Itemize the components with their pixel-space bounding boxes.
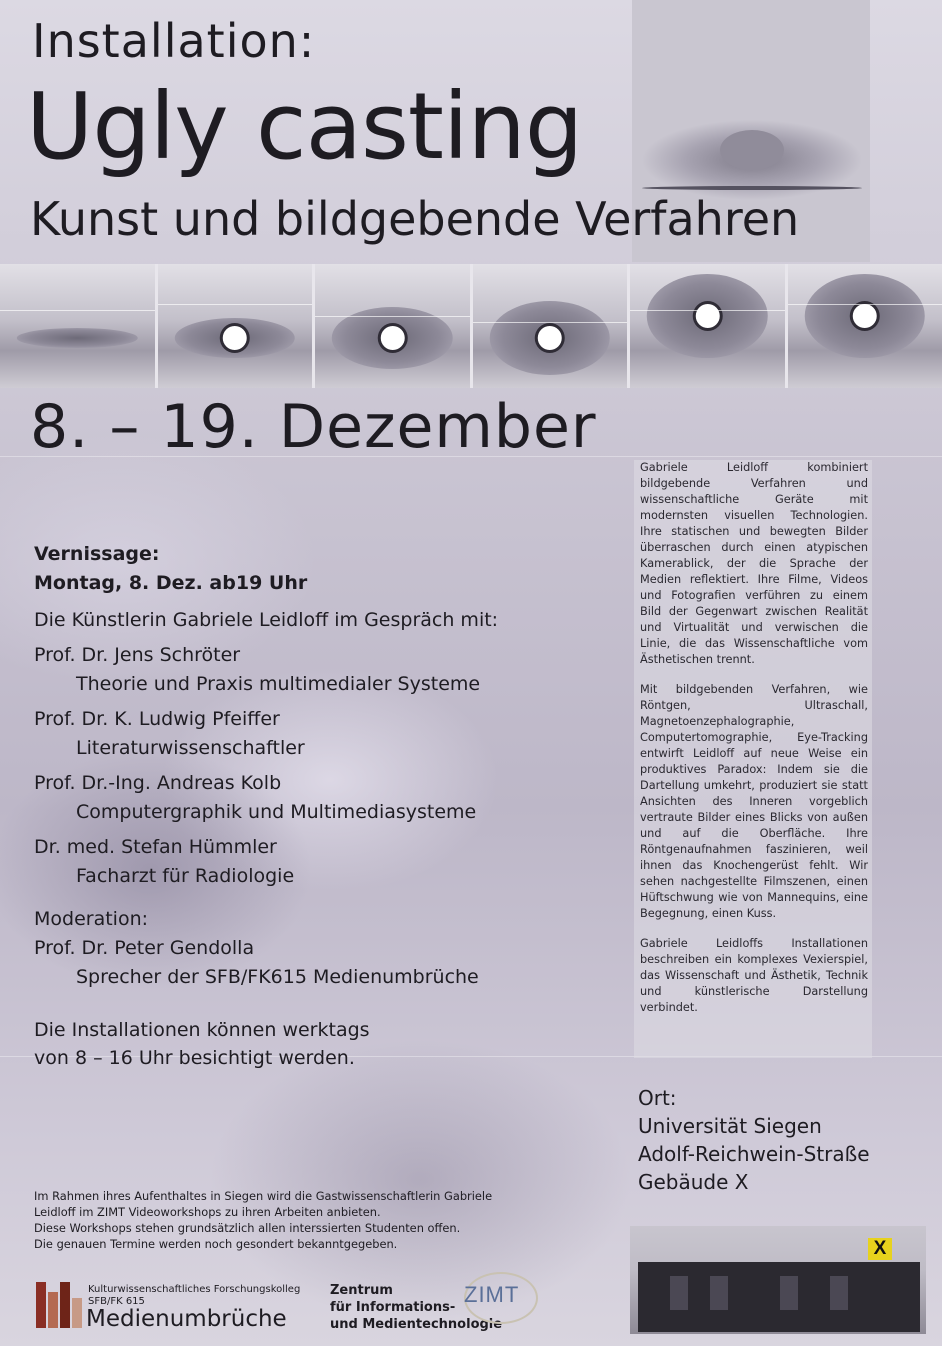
- zimt-logo: [456, 1272, 538, 1320]
- eye-iris: [720, 130, 784, 170]
- building-window: [830, 1276, 848, 1310]
- sfb-logo-caption: [88, 1284, 300, 1308]
- building-window: [670, 1276, 688, 1310]
- moderator-name: Prof. Dr. Peter Gendolla: [34, 937, 255, 959]
- scan-line: [158, 304, 313, 305]
- panel-intro: Die Künstlerin Gabriele Leidloff im Gespräch mit:: [34, 609, 499, 631]
- workshop-line: Die genauen Termine werden noch gesondert bekanntgegeben.: [34, 1237, 398, 1251]
- building-sign: X: [868, 1238, 892, 1260]
- logo-bar: [36, 1282, 46, 1328]
- eye-pupil: [223, 326, 247, 350]
- building-window: [780, 1276, 798, 1310]
- speaker-role: Literaturwissenschaftler: [76, 737, 305, 759]
- eye-frame: [630, 264, 785, 388]
- eye-pupil: [380, 326, 404, 350]
- location-line: Universität Siegen: [638, 1114, 822, 1138]
- sfb-caption-line: Kulturwissenschaftliches Forschungskolleg: [88, 1284, 301, 1295]
- eye-pupil: [853, 304, 877, 328]
- workshop-note: [34, 1188, 594, 1252]
- scan-line: [788, 304, 942, 305]
- location-line: Adolf-Reichwein-Straße: [638, 1142, 870, 1166]
- zimt-line: und Medientechnologie: [330, 1317, 503, 1332]
- sfb-logo-name: Medienumbrüche: [86, 1306, 287, 1332]
- opening-hours: [34, 1016, 370, 1072]
- zimt-line: für Informations-: [330, 1300, 456, 1315]
- workshop-line: Leidloff im ZIMT Videoworkshops zu ihren Arbeiten anbieten.: [34, 1205, 381, 1219]
- eye-frame: [315, 264, 470, 388]
- scan-line: [0, 310, 155, 311]
- zimt-line: Zentrum: [330, 1283, 393, 1298]
- header-kicker: Installation:: [32, 14, 316, 68]
- description-paragraph: Gabriele Leidloffs Installationen beschreiben ein komplexes Vexierspiel, das Wissenschaft und Ästhetik, Technik und künstlerische Darstellung verbindet.: [640, 937, 868, 1014]
- scan-line: [630, 310, 785, 311]
- eye-frame: [473, 264, 628, 388]
- eye-pupil: [695, 304, 719, 328]
- building-photo: [630, 1226, 926, 1334]
- description-paragraph: Mit bildgebenden Verfahren, wie Röntgen, Ultraschall, Magnetoenzephalographie, Computertomographie, Eye-Tracking entwirft Leidloff auf neue Weise ein produktives Paradox: Indem sie die Dartellung umkehrt, produziert sie statt Ansichten des Inneren vorgeblich vertraute Bilder eines Blicks von außen und auf die Oberfläche. Ihre Röntgenaufnahmen faszinieren, weil ihnen das Knochengerüst fehlt. Wir sehen nachgestellte Filmszenen, einen Hüftschwung wie von Mannequins, eine Begegnung, einen Kuss.: [640, 683, 868, 920]
- eye-shape: [17, 328, 138, 348]
- sfb-caption-line: SFB/FK 615: [88, 1296, 145, 1307]
- location-line: Gebäude X: [638, 1170, 749, 1194]
- eye-pupil: [538, 326, 562, 350]
- vernissage-block: [34, 540, 307, 598]
- vernissage-time: Montag, 8. Dez. ab19 Uhr: [34, 572, 308, 594]
- speaker-role: Computergraphik und Multimediasysteme: [76, 801, 477, 823]
- speaker-name: Prof. Dr. Jens Schröter: [34, 644, 241, 666]
- opening-hours-line: Die Installationen können werktags: [34, 1019, 370, 1041]
- scan-line: [315, 316, 470, 317]
- zimt-logo-text: ZIMT: [464, 1282, 520, 1307]
- logo-bar: [48, 1292, 58, 1328]
- vernissage-label: Vernissage:: [34, 543, 160, 565]
- location-block: [638, 1084, 870, 1196]
- speaker-name: Prof. Dr. K. Ludwig Pfeiffer: [34, 708, 280, 730]
- eye-frame: [158, 264, 313, 388]
- building-window: [710, 1276, 728, 1310]
- eye-lid: [642, 186, 862, 190]
- speaker-role: Facharzt für Radiologie: [76, 865, 295, 887]
- medienumbrueche-logo-icon: [36, 1282, 80, 1328]
- moderation-label: Moderation:: [34, 908, 149, 930]
- eye-frame: [788, 264, 942, 388]
- panel-discussion: [34, 606, 498, 992]
- speaker-name: Dr. med. Stefan Hümmler: [34, 836, 277, 858]
- eye-shape: [175, 318, 296, 358]
- poster-title: Ugly casting: [26, 73, 583, 180]
- opening-hours-line: von 8 – 16 Uhr besichtigt werden.: [34, 1047, 355, 1069]
- scan-line: [473, 322, 628, 323]
- eye-film-strip: [0, 264, 942, 388]
- logo-bar: [60, 1282, 70, 1328]
- speaker-role: Theorie und Praxis multimedialer Systeme: [76, 673, 481, 695]
- eye-shape: [647, 274, 768, 358]
- description-paragraph: Gabriele Leidloff kombiniert bildgebende Verfahren und wissenschaftliche Geräte mit modernsten visuellen Technologien. Ihre statischen und bewegten Bilder überraschen durch einen atypischen Kamerablick, der die Sprache der Medien reflektiert. Ihre Filme, Videos und Fotografien verführen zu einem Bild der Gegenwart zwischen Realität und Virtualität und verwischen die Linie, die das Wissenschaftliche vom Ästhetischen trennt.: [640, 461, 868, 666]
- workshop-line: Im Rahmen ihres Aufenthaltes in Siegen wird die Gastwissenschaftlerin Gabriele: [34, 1189, 493, 1203]
- location-label: Ort:: [638, 1086, 677, 1110]
- description-column: [634, 460, 872, 1058]
- eye-frame: [0, 264, 155, 388]
- event-date: 8. – 19. Dezember: [30, 392, 597, 462]
- logo-bar: [72, 1298, 82, 1328]
- workshop-line: Diese Workshops stehen grundsätzlich allen interssierten Studenten offen.: [34, 1221, 461, 1235]
- eye-shape: [490, 301, 611, 375]
- speaker-name: Prof. Dr.-Ing. Andreas Kolb: [34, 772, 282, 794]
- eye-shape: [805, 274, 926, 358]
- poster-subtitle: Kunst und bildgebende Verfahren: [30, 192, 800, 246]
- moderator-role: Sprecher der SFB/FK615 Medienumbrüche: [76, 966, 479, 988]
